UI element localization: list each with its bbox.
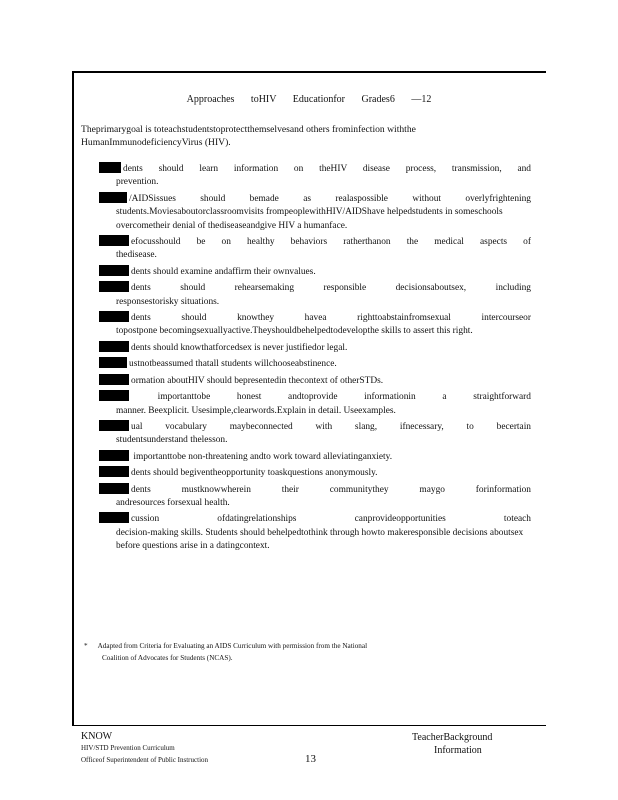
redaction-bar (99, 390, 129, 401)
footnote-mark: * (84, 642, 88, 650)
redaction-bar (99, 265, 129, 276)
bullet-first-line: /AIDSissues should bemade as realaspossible without overlyfrightening (129, 193, 531, 204)
redaction-bar (99, 341, 129, 352)
bullet-continuation: topostpone becomingsexuallyactive.Theyshouldbehelpedtodevelopthe skills to assert this right. (116, 326, 473, 337)
redaction-bar (99, 374, 129, 385)
redaction-bar (99, 512, 129, 523)
bullet-item (99, 281, 531, 309)
footnote (84, 640, 524, 664)
bullet-continuation: prevention. (116, 177, 159, 188)
redaction-bar (99, 357, 127, 368)
footer-information: Information (434, 745, 482, 756)
bullet-item (99, 357, 531, 371)
page-number: 13 (305, 753, 316, 765)
bullet-continuation: andresources forsexual health. (116, 497, 230, 508)
redaction-bar (99, 162, 121, 173)
bullet-item (99, 466, 531, 480)
bullet-first-line: importanttobe honest andtoprovide informationin a straightforward (131, 392, 531, 403)
bullet-item (99, 483, 531, 511)
bullet-list (99, 162, 531, 556)
redaction-bar (99, 311, 129, 322)
redaction-bar (99, 483, 129, 494)
bullet-first-line: efocusshould be on healthy behaviors ratherthanon the medical aspects of (131, 237, 531, 248)
bullet-continuation: responsestorisky situations. (116, 296, 220, 307)
bullet-first-line: dents should rehearsemaking responsible decisionsaboutsex, including (131, 283, 531, 294)
bullet-item (99, 311, 531, 339)
bullet-first-line: dents should knowthey havea righttoabstainfromsexual intercourseor (131, 313, 531, 324)
bullet-item (99, 390, 531, 418)
left-rule (72, 71, 74, 725)
bullet-item (99, 235, 531, 263)
bullet-item (99, 420, 531, 448)
footer-left (81, 731, 208, 766)
footer-curriculum: HIV/STD Prevention Curriculum (81, 744, 175, 752)
bullet-continuation: manner. Beexplicit. Usesimple,clearwords.Explain in detail. Useexamples. (116, 405, 396, 416)
footer-office: Officeof Superintendent of Public Instruction (81, 756, 209, 764)
bullet-item (99, 162, 531, 190)
footer-rule (72, 725, 546, 726)
footnote-line-1: Adapted from Criteria for Evaluating an AIDS Curriculum with permission from the National (97, 642, 368, 650)
bullet-item (99, 192, 531, 233)
bullet-first-line: ormation aboutHIV should bepresentedin thecontext of otherSTDs. (131, 375, 384, 386)
redaction-bar (99, 281, 129, 292)
bullet-first-line: dents should examine andaffirm their ownvalues. (131, 266, 316, 277)
redaction-bar (99, 450, 129, 461)
bullet-continuation: studentsunderstand thelesson. (116, 435, 228, 446)
redaction-bar (99, 466, 129, 477)
bullet-item (99, 512, 531, 553)
intro-paragraph: Theprimarygoal is toteachstudentstoprotectthemselvesand others frominfection withthe HumanImmunodeficiencyVirus (HIV). (81, 124, 416, 148)
footnote-line-2: Coalition of Advocates for Students (NCAS). (102, 654, 233, 662)
footer-know: KNOW (81, 731, 113, 742)
bullet-first-line: dents should begiventheopportunity toaskquestions anonymously. (131, 468, 378, 479)
redaction-bar (99, 420, 129, 431)
footer-right (412, 731, 492, 757)
bullet-first-line: dents should knowthatforcedsex is never justifiedor legal. (131, 342, 348, 353)
bullet-first-line: ustnotbeassumed thatall students willchooseabstinence. (129, 359, 337, 370)
bullet-continuation: thedisease. (116, 250, 157, 261)
redaction-bar (99, 235, 129, 246)
bullet-first-line: cussion ofdatingrelationships canprovideopportunities toteach (131, 514, 531, 525)
bullet-item (99, 265, 531, 279)
top-rule (72, 71, 546, 73)
footer-teacher-background: TeacherBackground (412, 732, 493, 743)
bullet-first-line: importanttobe non-threatening andto work toward alleviatinganxiety. (131, 451, 393, 462)
bullet-item (99, 450, 531, 464)
redaction-bar (99, 192, 127, 203)
bullet-continuation: decision-making skills. Students should behelpedtothink through howto makeresponsible decisions aboutsex before questions arise in a datingcontext. (116, 527, 524, 552)
bullet-item (99, 374, 531, 388)
bullet-first-line: ual vocabulary maybeconnected with slang, ifnecessary, to becertain (131, 421, 531, 432)
bullet-continuation: students.Moviesaboutorclassroomvisits frompeoplewithHIV/AIDShave helpedstudents in someschools overcometheir denial of thediseaseandgive HIV a humanface. (116, 207, 503, 231)
bullet-first-line: dents should learn information on theHIV disease process, transmission, and (123, 164, 531, 174)
bullet-item (99, 341, 531, 355)
bullet-first-line: dents mustknowwherein their communitythey maygo forinformation (131, 484, 531, 495)
page-title: Approaches toHIV Educationfor Grades6 —12 (186, 94, 432, 105)
